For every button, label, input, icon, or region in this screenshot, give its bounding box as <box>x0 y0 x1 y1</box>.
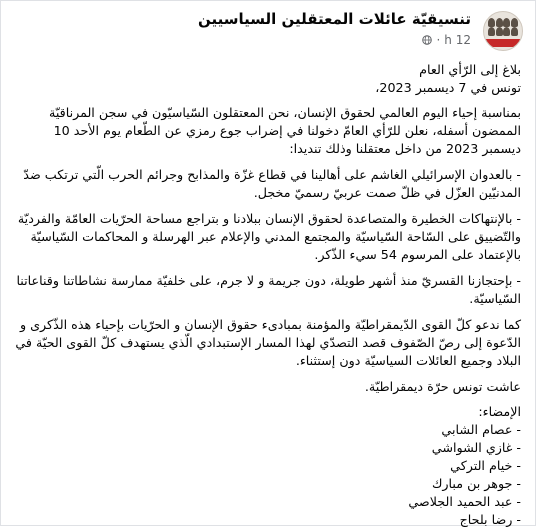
signatures-label: الإمضاء: <box>478 404 521 419</box>
statement-point: - بالإنتهاكات الخطيرة والمتصاعدة لحقوق الإنسان ببلادنا و بتراجع مساحة الحرّيات العامّة والفرديّة والتّضييق على السّاحة السّياسيّة والمجتمع المدني والإعلام عبر الهرسلة و المحاكمات السّياسيّة بالإعتماد على المرسوم 54 سيء الذّكر. <box>17 211 521 262</box>
signatures <box>15 403 521 529</box>
statement-title: بلاغ إلى الرّأي العام <box>419 62 521 77</box>
signature-item: - عبد الحميد الجلاصي <box>408 494 521 509</box>
post-body <box>15 61 521 529</box>
signature-list <box>15 421 521 529</box>
statement-intro: بمناسبة إحياء اليوم العالمي لحقوق الإنسان، نحن المعتقلون السّياسيّون في سجن المرناقيّة الممضون أسفله، نعلن للرّأي العامّ دخولنا في إضراب جوع رمزي عن الطّعام يوم الأحد 10 ديسمبر 2023 من داخل معتقلنا وذلك تنديدا: <box>49 105 521 156</box>
statement-point: - بإحتجازنا القسريّ منذ أشهر طويلة، دون جريمة و لا جرم، على خلفيّة ممارسة نشاطاتنا وقناعاتنا السّياسيّة. <box>16 273 521 306</box>
post-meta <box>422 33 471 47</box>
statement-closing: عاشت تونس حرّة ديمقراطيّة. <box>364 379 521 394</box>
avatar-portraits-bottom <box>488 27 518 37</box>
avatar-banner <box>484 39 522 47</box>
statement-call: كما ندعو كلّ القوى الدّيمقراطيّة والمؤمنة بمبادىء حقوق الإنسان و الحرّيات بإحياء هذه الذّكرى و الدّعوة إلى رصّ الصّفوف قصد التصدّي لهذا المسار الإستبدادي الّذي يستهدف كلّ القوى الحيّة في البلاد وجميع العائلات السياسيّة دون إستثناء. <box>15 317 521 368</box>
avatar[interactable] <box>483 11 523 51</box>
page-name-link[interactable]: تنسيقيّة عائلات المعتقلين السياسيين <box>197 10 471 28</box>
statement <box>15 61 521 97</box>
signature-item: - رضا بلحاج <box>459 512 521 527</box>
statement-point: - بالعدوان الإسرائيلي الغاشم على أهالينا في قطاع غزّة والمذابح وجرائم الحرب الّتي ترتكب ضدّ المدنيّين العزّل في ظلّ صمت عربيّ رسميّ مخجل. <box>23 167 521 200</box>
statement-dateline: تونس في 7 ديسمبر 2023، <box>375 80 521 95</box>
signature-item: - عصام الشابي <box>441 422 521 437</box>
meta-separator: · <box>436 33 441 47</box>
signature-item: - غازي الشواشي <box>431 440 521 455</box>
post-timestamp[interactable]: 12 h <box>444 33 471 47</box>
post-header <box>13 9 523 49</box>
globe-icon[interactable] <box>422 35 432 45</box>
signature-item: - جوهر بن مبارك <box>431 476 521 491</box>
signature-item: - خيام التركي <box>450 458 521 473</box>
